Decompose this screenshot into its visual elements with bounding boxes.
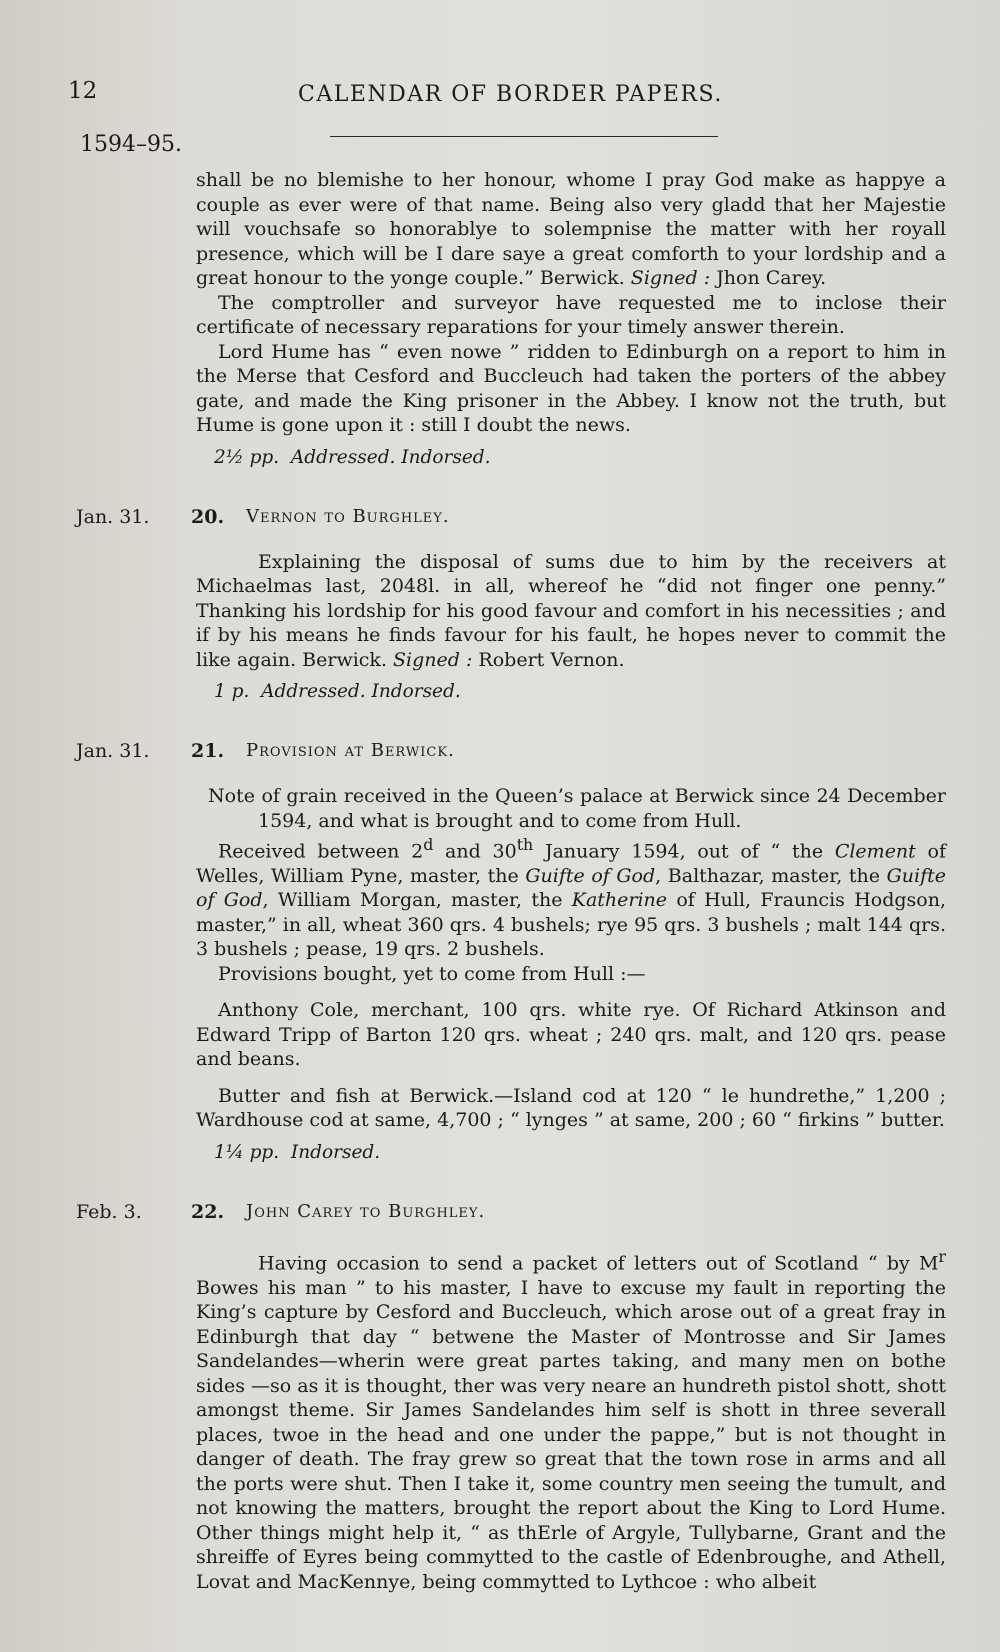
entry-title: Provision at Berwick. [246, 740, 455, 761]
entry-text: Explaining the disposal of sums due to him by the receivers at Michaelmas last, 2048l. in all, whereof he “did not finger one penny.” Thanking his lordship for his good favour and comfort in his necessities ; and if by his means he finds favour for his fault, he hopes never to commit the like again. Berwick. Signed : Robert Vernon. [196, 550, 946, 671]
entry-text: Received between 2$^d$ and 30th January 1594, out of “ the Clement of Welles, William Pyne, master, the Guifte of God, Balthazar, master, the Guifte of God, William Morgan, master, the Katherine of Hull, Frauncis Hodgson, master,” in all, wheat 360 qrs. 4 bushels; rye 95 qrs. 3 bushels ; malt 144 qrs. 3 bushels ; pease, 19 qrs. 2 bushels. [196, 835, 946, 961]
page-header [68, 78, 948, 118]
entry-title: Vernon to Burghley. [246, 505, 450, 527]
entry-note: 2½ pp. Addressed. Indorsed. [214, 446, 491, 468]
entry-heading [76, 506, 946, 536]
entry-date: Feb. 3. [76, 1200, 142, 1223]
entry-text: Having occasion to send a packet of letters out of Scotland “ by $M^r$ Bowes his man ” to his master, I have to excuse my fault in reporting the King’s capture by Cesford and Buccleuch, which arose out of a great fray in Edinburgh that day “ betwene the Master of Montrosse and Sir James Sandelandes—wherin were great partes taking, and many men on bothe sides —so as it is thought, ther was very neare an hundreth pistol shott, shott amongst theme. Sir James Sandelandes him self is shott in three severall places, twoe in the head and one under the pappe,” but is not thought in danger of death. The fray grew so great that the town rose in arms and all the ports were shut. Then I take it, some country men seeing the tumult, and not knowing the matters, brought the report about the King to Lord Hume. Other things might help it, “ as thErle of Argyle, Tullybarne, Grant and the shreiffe of Eyres being commytted to the castle of Edenbroughe, and Athell, Lovat and MacKennye, being commytted to Lythcoe : who albeit [196, 1246, 946, 1593]
year-range: 1594–95. [80, 132, 182, 157]
entry-heading-note: Note of grain received in the Queen’s palace at Berwick since 24 December 1594, and what is brought and to come from Hull. [208, 785, 946, 832]
entry-note: 1 p. Addressed. Indorsed. [214, 681, 461, 702]
entry-text: Butter and fish at Berwick.—Island cod at 120 “ le hundrethe,” 1,200 ; Wardhouse cod at same, 4,700 ; “ lynges ” at same, 200 ; 60 “ firkins ” butter. [196, 1084, 946, 1132]
page-body [76, 168, 946, 1594]
entry-heading [76, 1201, 946, 1231]
continued-paragraph: The comptroller and surveyor have requested me to inclose their certificate of necessary reparations for your timely answer therein. [196, 291, 946, 338]
entry-text: Anthony Cole, merchant, 100 qrs. white rye. Of Richard Atkinson and Edward Tripp of Barton 120 qrs. wheat ; 240 qrs. malt, and 120 qrs. pease and beans. [196, 999, 946, 1071]
header-rule [330, 136, 718, 137]
entry-number: 20. [191, 505, 225, 528]
entry-number: 21. [191, 740, 225, 762]
entry-heading [76, 740, 946, 770]
continued-paragraph: shall be no blemishe to her honour, whome I pray God make as happye a couple as ever were of that name. Being also very gladd that her Majestie will vouchsafe so honorablye to solempnise the matter with her royall presence, which will be I dare saye a great comforth to your lordship and a great honour to the yonge couple.” Berwick. Signed : Jhon Carey. [196, 169, 946, 289]
entry-text: Provisions bought, yet to come from Hull :— [218, 962, 646, 985]
entry-title: John Carey to Burghley. [246, 1200, 486, 1222]
continued-paragraph: Lord Hume has “ even nowe ” ridden to Edinburgh on a report to him in the Merse that Cesford and Buccleuch had taken the porters of the abbey gate, and made the King prisoner in the Abbey. I know not the truth, but Hume is gone upon it : still I doubt the news. [196, 340, 946, 436]
entry-date: Jan. 31. [76, 505, 150, 528]
entry-date: Jan. 31. [76, 740, 150, 762]
page-number: 12 [68, 78, 98, 104]
running-title: CALENDAR OF BORDER PAPERS. [298, 82, 723, 107]
entry-number: 22. [191, 1200, 225, 1223]
entry-note: 1¼ pp. Indorsed. [214, 1141, 381, 1163]
